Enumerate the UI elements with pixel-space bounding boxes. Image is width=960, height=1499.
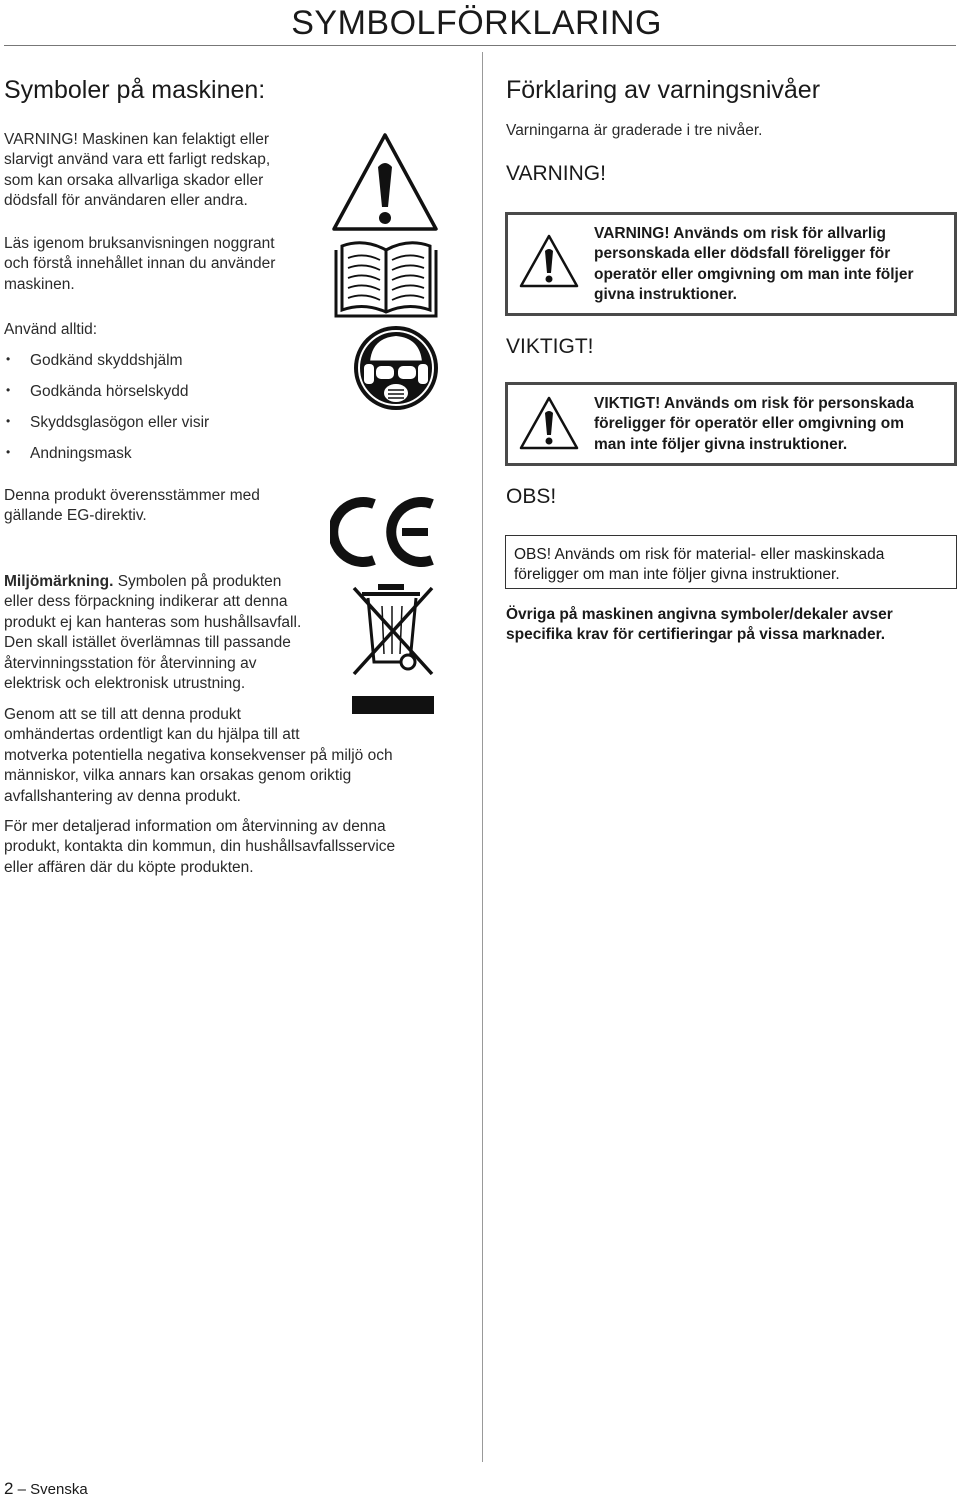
manual-paragraph: Läs igenom bruksanvisningen noggrant och förstå innehållet innan du använder maskinen. <box>4 235 276 293</box>
always-use-label: Använd alltid: <box>4 321 98 338</box>
important-label: VIKTIGT! <box>506 335 594 358</box>
list-item: • Skyddsglasögon eller visir <box>4 414 209 445</box>
page-title: SYMBOLFÖRKLARING <box>291 4 662 42</box>
footer-language: Svenska <box>30 1481 88 1498</box>
note-box <box>505 535 957 589</box>
page-footer <box>4 1479 88 1499</box>
environment-paragraph: Miljömärkning. Symbolen på produkten eller dess förpackning indikerar att denna produkt ej kan hanteras som hushållsavfall. Den skall istället överlämnas till passande återvinningsstation för återvinning av elektrisk och elektronisk utrustning. <box>4 573 302 693</box>
note-box-text: OBS! Används om risk för material- eller maskinskada föreligger om man inte följer givna instruktioner. <box>514 546 885 584</box>
header-rule <box>4 45 956 46</box>
list-item: • Godkänd skyddshjälm <box>4 352 209 383</box>
warning-triangle-icon <box>330 131 440 233</box>
ppe-head-icon <box>352 324 440 412</box>
intro-text: Varningarna är graderade i tre nivåer. <box>506 122 763 139</box>
page-number: 2 <box>4 1479 14 1498</box>
weee-bin-icon <box>348 578 438 714</box>
warning-box-text: VARNING! Används om risk för allvarlig personskada eller dödsfall föreligger för operatör eller omgivning om man inte följer givna instruktioner. <box>594 225 914 304</box>
warning-triangle-icon <box>518 233 580 289</box>
recycling-paragraph: För mer detaljerad information om återvinning av denna produkt, kontakta din kommun, din hushållsavfallsservice eller affären där du köpte produkten. <box>4 818 396 876</box>
read-manual-icon <box>334 238 438 318</box>
footer-dash: – <box>17 1481 26 1498</box>
list-item: • Godkända hörselskydd <box>4 383 209 414</box>
important-box-text: VIKTIGT! Används om risk för personskada föreligger för operatör eller omgivning om man inte följer givna instruktioner. <box>594 395 914 453</box>
section-heading-symbols: Symboler på maskinen: <box>4 76 266 104</box>
ppe-list <box>4 352 209 476</box>
warning-label: VARNING! <box>506 162 606 185</box>
ce-mark-icon <box>330 492 440 572</box>
note-label: OBS! <box>506 485 557 508</box>
warning-paragraph: VARNING! Maskinen kan felaktigt eller slarvigt använd vara ett farligt redskap, som kan orsaka allvarliga skador eller dödsfall för användaren eller andra. <box>4 131 271 210</box>
list-item: • Andningsmask <box>4 445 209 476</box>
disposal-paragraph: Genom att se till att denna produkt omhändertas ordentligt kan du hjälpa till att motverka potentiella negativa konsekvenser på miljö och människor, vilka annars kan orsakas genom oriktig avfallshantering av denna produkt. <box>4 706 393 805</box>
column-divider <box>482 52 483 1462</box>
warning-box <box>505 212 957 316</box>
important-box <box>505 382 957 466</box>
section-heading-warning-levels: Förklaring av varningsnivåer <box>506 76 821 104</box>
ce-paragraph: Denna produkt överensstämmer med gällande EG-direktiv. <box>4 487 260 525</box>
warning-triangle-icon <box>518 395 580 451</box>
other-symbols-text: Övriga på maskinen angivna symboler/dekaler avser specifika krav för certifieringar på vissa marknader. <box>506 606 893 644</box>
